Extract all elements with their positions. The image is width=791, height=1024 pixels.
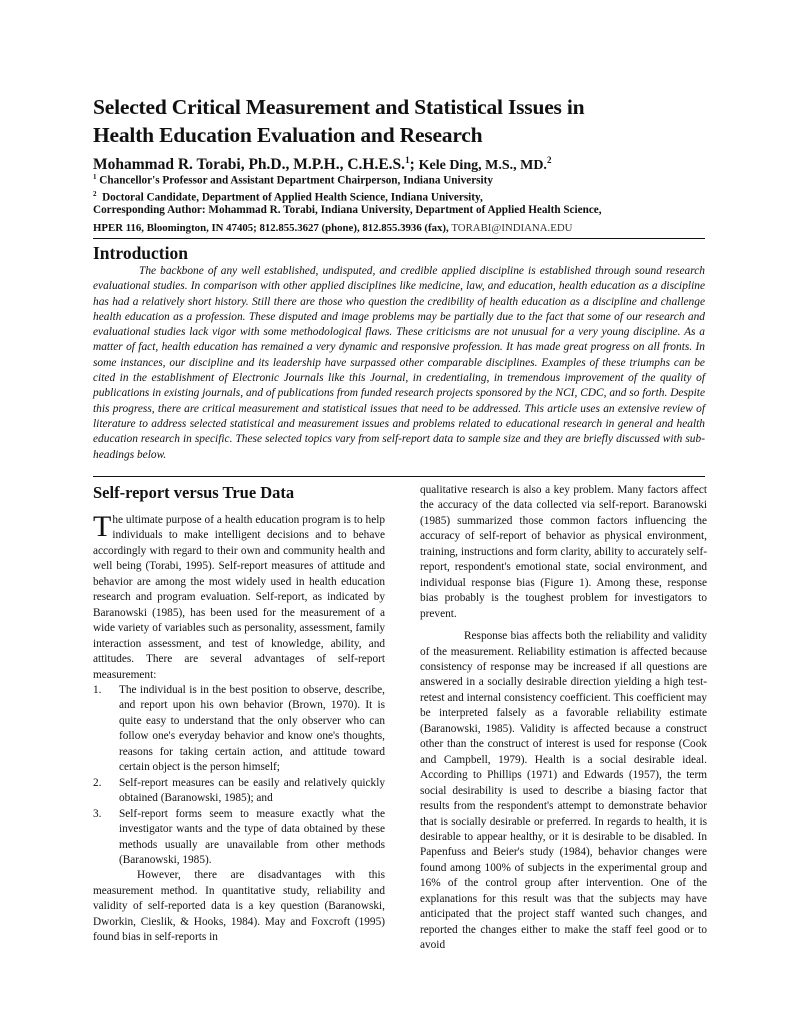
address-text: HPER 116, Bloomington, IN 47405; 812.855.3627 (phone), 812.855.3936 (fax),: [93, 222, 452, 234]
list-item: [93, 776, 385, 807]
affiliation-1-text: Chancellor's Professor and Assistant Department Chairperson, Indiana University: [99, 174, 493, 187]
affiliation-1-superscript: 1: [93, 173, 97, 181]
author-1: Mohammad R. Torabi, Ph.D., M.P.H., C.H.E.S.: [93, 156, 406, 174]
article-title: [93, 93, 713, 149]
introduction-abstract: [93, 264, 705, 463]
title-line-2: Health Education Evaluation and Research: [93, 123, 483, 147]
title-line-1: Selected Critical Measurement and Statistical Issues in: [93, 95, 585, 119]
introduction-heading: Introduction: [93, 243, 188, 263]
affiliation-2-superscript: 2: [93, 190, 97, 198]
list-item: [93, 683, 385, 776]
list-item-number: 3.: [93, 807, 102, 820]
author-address: [93, 221, 713, 235]
body-paragraph-3: qualitative research is also a key problem. Many factors affect the accuracy of the data collected via self-report. Baranowski (1985) summarized those common factors influencing the accuracy of self-report of behavior as physical environment, training, instructions and form clarity, ability to accurately self-report, respondent's emotional state, social environment, and individual response bias (Figure 1). Among these, response bias probably is the toughest problem for investigators to prevent.: [420, 484, 707, 620]
advantages-list: [93, 683, 385, 868]
list-item-number: 1.: [93, 683, 102, 696]
list-item-text: Self-report measures can be easily and relatively quickly obtained (Baranowski, 1985); and: [119, 776, 385, 805]
body-paragraph-4: Response bias affects both the reliability and validity of the measurement. Reliability estimation is affected because consistency of response may be increased if all questions are answered in a socially desirable direction yielding a high test-retest and internal consistency coefficient. This coefficient may be interpreted falsely as a favorable reliability estimate (Baranowski, 1985). Validity is affected because a construct other than the construct of interest is used for response (Cook and Campbell, 1979). Health is a social desirable ideal. According to Phillips (1971) and Edwards (1957), the term social desirability is used to describe a biasing factor that results from the respondent's attempt to demonstrate behavior that is socially desirable or preferred. In regards to health, it is desirable to appear healthy, or it is desirable to be disabled. In Papenfuss and Beier's study (1984), behavior changes were found among 100% of subjects in the experimental group and 16% of the control group after intervention. One of the explanations for this result was that the subjects may have anticipated that the project staff wanted such changes, and reported the changes either to make the staff feel good or to avoid: [420, 630, 707, 952]
right-column: [420, 483, 707, 954]
affiliation-1: [93, 170, 713, 188]
abstract-divider: [93, 476, 705, 477]
left-column: [93, 483, 385, 946]
body-paragraph-2: However, there are disadvantages with this measurement method. In quantitative study, reliability and validity of self-reported data is a key question (Baranowski, Dworkin, Cieslik, & Hooks, 1984). May and Foxcroft (1995) found bias in self-reports in: [93, 869, 385, 944]
header-divider: [93, 238, 705, 239]
affiliation-2-text: Doctoral Candidate, Department of Applied Health Science, Indiana University,: [102, 191, 483, 204]
section-heading-self-report: Self-report versus True Data: [93, 483, 295, 502]
author-2: Kele Ding, M.S., MD.: [418, 158, 547, 174]
body-paragraph-1: [93, 510, 385, 683]
drop-cap: T: [93, 510, 112, 543]
email-link[interactable]: TORABI@INDIANA.EDU: [451, 222, 573, 234]
list-item-number: 2.: [93, 776, 102, 789]
list-item-text: The individual is in the best position to observe, describe, and report upon his own behavior (Brown, 1970). It is quite easy to understand that the only observer who can follow one's everyday behavior and know one's thoughts, reasons for taking certain action, and attitude toward certain object is the person himself;: [119, 683, 385, 774]
body-paragraph-1-text: he ultimate purpose of a health education program is to help individuals to make intelligent decisions and to behave accordingly with regard to their own and community health and well being (Torabi, 1995). Self-report measures of attitude and behavior are among the most widely used in health education research and program evaluation. Self-report, as indicated by Baranowski (1985), has been used for the measurement of a wide variety of variables such as personality, assessment, family interaction assessment, and test of knowledge, ability, and attitudes. There are several advantages of self-report measurement:: [93, 514, 385, 681]
list-item-text: Self-report forms seem to measure exactly what the investigator wants and the type of data obtained by these methods usually are unavailable from other methods (Baranowski, 1985).: [119, 807, 385, 866]
introduction-text: The backbone of any well established, undisputed, and credible applied discipline is established through sound research evaluational studies. In comparison with other applied disciplines like medicine, law, and education, health education as a discipline has had a relatively short history. Still there are those who question the credibility of health education as a discipline and challenge health education as a profession. These disputed and image problems may be partially due to the fact that some of our research and evaluational studies lack vigor with some methodological flaws. These criticisms are not unusual for a very young discipline. As a matter of fact, health education has remained a very dynamic and responsive profession. It has made great progress on all fronts. In some instances, our discipline and its leadership have surpassed other comparable disciplines. Examples of these triumphs can be cited in the establishment of Electronic Journals like this Journal, in credentialing, in tremendous improvement of the quality of publications in existing journals, and of publications from funded research projects sponsored by the NCI, CDC, and so forth. Despite this progress, there are critical measurement and statistical issues that need to be addressed. This article uses an extensive review of literature to address selected statistical and measurement issues and problems related to educational research in general and health education research in specific. These selected topics vary from self-report data to sample size and they are briefly discussed with sub-headings below.: [93, 265, 705, 461]
author-2-superscript: 2: [546, 155, 552, 165]
corresponding-author: Corresponding Author: Mohammad R. Torabi, Indiana University, Department of Applied Health Science,: [93, 204, 602, 216]
author-separator: ;: [409, 156, 419, 174]
author-1-superscript: 1: [405, 155, 410, 165]
list-item: [93, 807, 385, 869]
